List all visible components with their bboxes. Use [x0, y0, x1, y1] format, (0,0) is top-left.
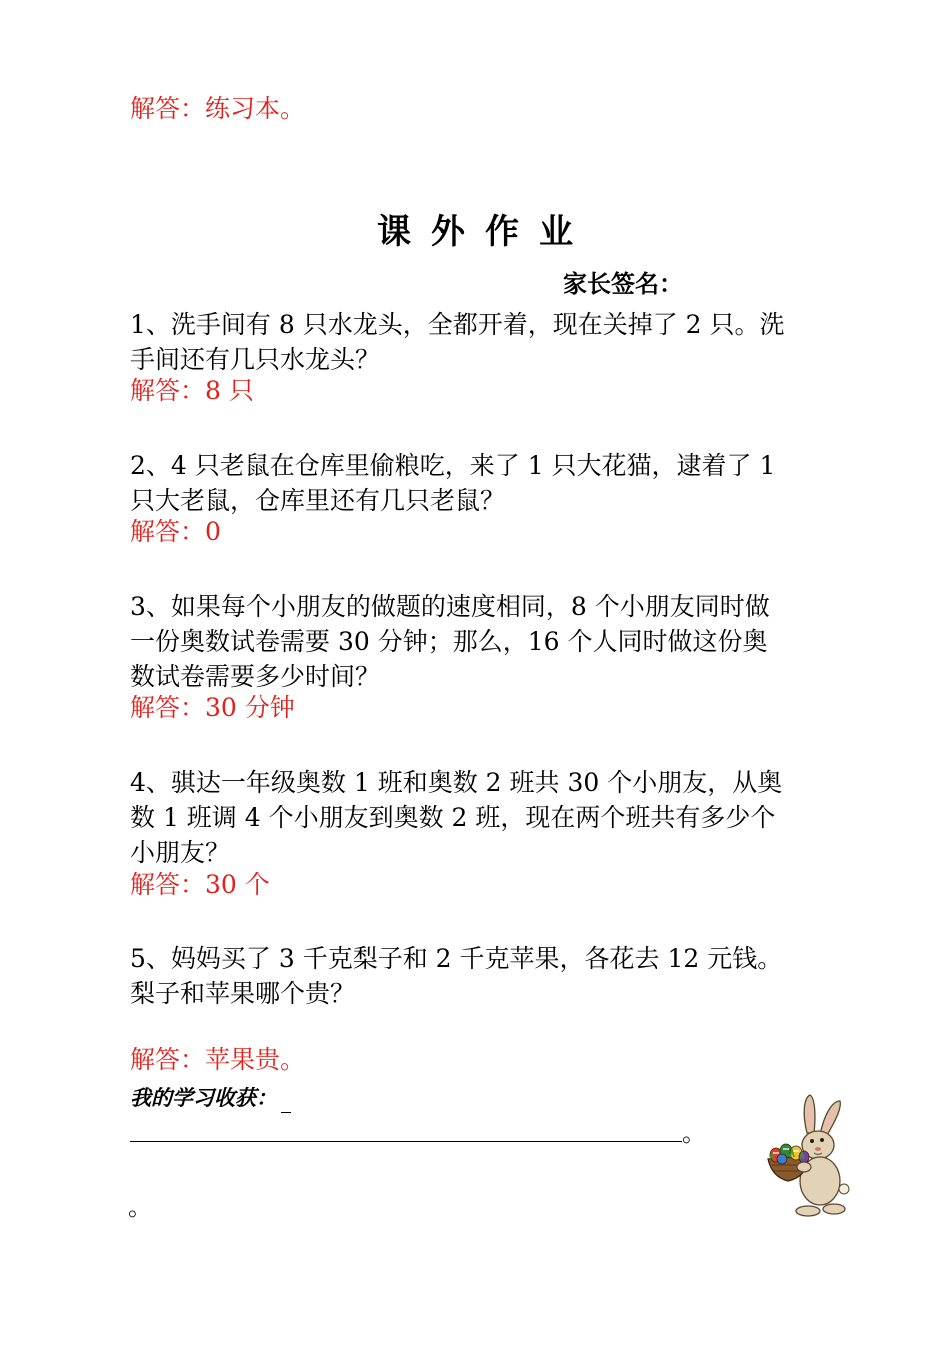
- question-line: 3、如果每个小朋友的做题的速度相同，8 个小朋友同时做: [130, 592, 770, 621]
- bunny-illustration: [762, 1093, 857, 1223]
- answer-line[interactable]: [130, 1141, 682, 1142]
- line-end-mark: 。: [682, 1119, 706, 1147]
- question-2: [130, 448, 830, 518]
- answer-2: 解答：0: [130, 517, 221, 546]
- question-4: [130, 765, 830, 870]
- question-line: 2、4 只老鼠在仓库里偷粮吃，来了 1 只大花猫，逮着了 1: [130, 451, 776, 480]
- question-1: [130, 307, 830, 377]
- answer-4: 解答：30 个: [130, 870, 270, 899]
- question-line: 4、骐达一年级奥数 1 班和奥数 2 班共 30 个小朋友，从奥: [130, 768, 783, 797]
- page-title: 课外作业: [377, 212, 593, 252]
- question-line: 只大老鼠，仓库里还有几只老鼠？: [130, 486, 506, 515]
- question-3: [130, 589, 830, 694]
- learning-gains-text: 我的学习收获：: [130, 1085, 277, 1110]
- answer-1: 解答：8 只: [130, 376, 254, 405]
- question-line: 5、妈妈买了 3 千克梨子和 2 千克苹果，各花去 12 元钱。: [130, 944, 783, 973]
- gains-blank[interactable]: [281, 1092, 291, 1113]
- question-line: 1、洗手间有 8 只水龙头，全都开着，现在关掉了 2 只。洗: [130, 310, 785, 339]
- question-line: 数试卷需要多少时间？: [130, 662, 381, 691]
- final-mark: 。: [128, 1193, 152, 1221]
- learning-gains-label: [130, 1083, 291, 1113]
- question-5: [130, 941, 830, 1011]
- question-line: 一份奥数试卷需要 30 分钟；那么，16 个人同时做这份奥: [130, 627, 768, 656]
- top-answer: 解答：练习本。: [130, 94, 306, 123]
- question-line: 数 1 班调 4 个小朋友到奥数 2 班，现在两个班共有多少个: [130, 803, 776, 832]
- question-line: 手间还有几只水龙头？: [130, 345, 381, 374]
- answer-5: 解答：苹果贵。: [130, 1045, 306, 1074]
- answer-3: 解答：30 分钟: [130, 693, 295, 722]
- question-line: 梨子和苹果哪个贵？: [130, 979, 356, 1008]
- question-line: 小朋友？: [130, 838, 231, 867]
- parent-signature-label: 家长签名：: [563, 269, 683, 298]
